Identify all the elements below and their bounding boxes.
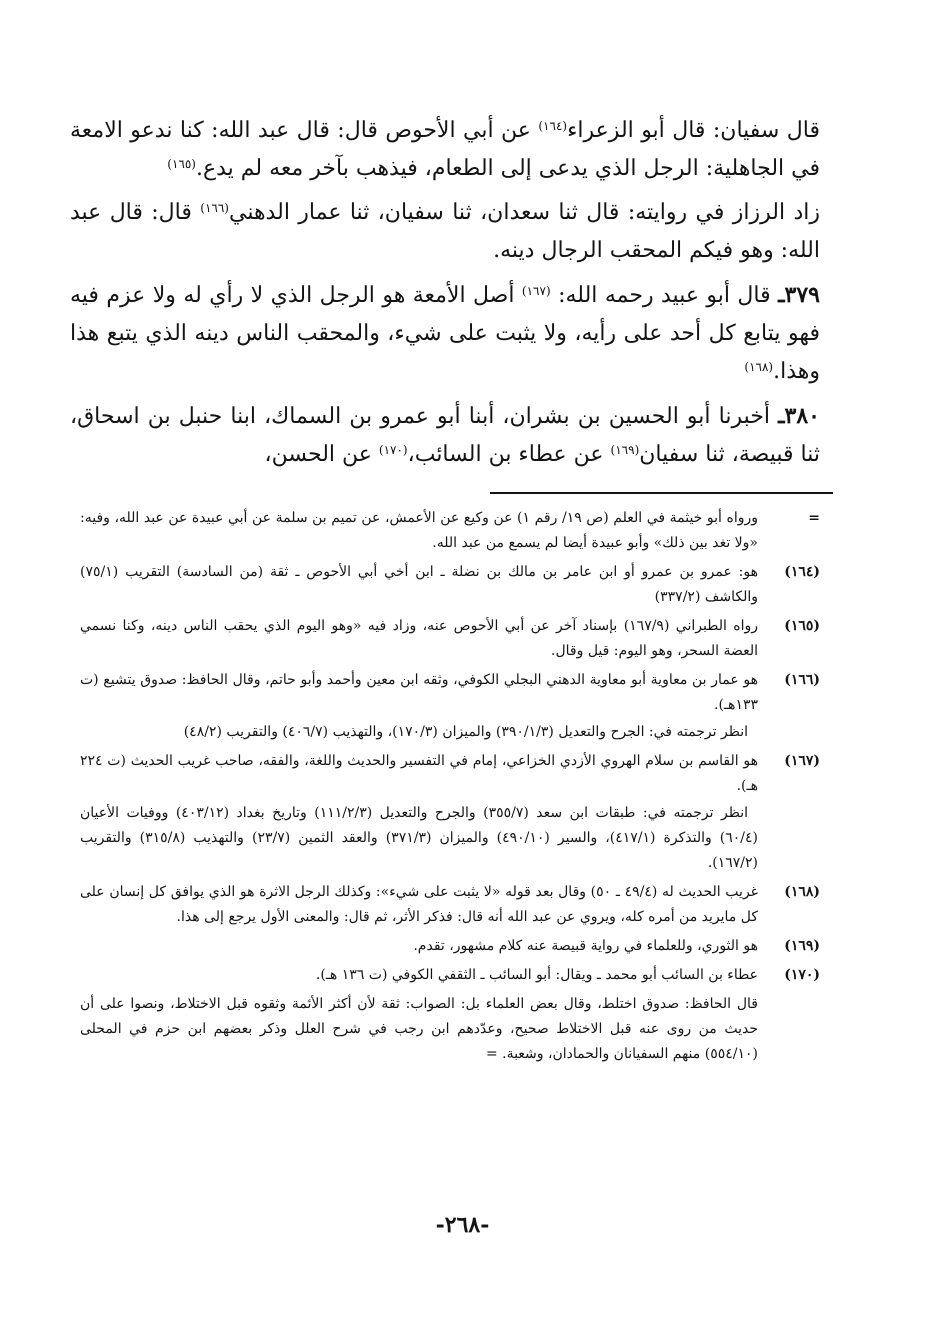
footnotes (80, 506, 820, 1071)
main-text (70, 112, 820, 474)
footnote-text: هو القاسم بن سلام الهروي الأزدي الخزاعي، إمام في التفسير والحديث واللغة، والفقه، صاحب غريب الحديث (ت ٢٢٤ هـ). (80, 753, 758, 794)
footnote-ref: (١٧٠) (378, 443, 408, 457)
footnote-body (80, 506, 758, 556)
footnote-separator-rule (490, 492, 833, 494)
footnote-number: (١٦٩) (784, 938, 820, 954)
main-paragraph (70, 276, 820, 391)
footnote-number: (١٦٥) (784, 618, 820, 634)
footnote (80, 506, 820, 556)
footnote (80, 668, 820, 745)
footnote-ref: (١٦٤) (538, 119, 568, 133)
footnote-number: (١٦٧) (784, 753, 820, 769)
page-number: -٢٦٨- (435, 1212, 490, 1238)
text-run: قال: قال عبد الله: وهو فيكم المحقب الرجال دينه. (70, 200, 820, 263)
footnote (80, 560, 820, 610)
footnote (80, 963, 820, 988)
footnote-number: (١٦٤) (784, 564, 820, 580)
footnote-body (80, 992, 758, 1067)
text-run: قال أبو عبيد رحمه الله: (550, 283, 779, 308)
text-run: عن الحسن، (264, 442, 379, 467)
footnote-text: هو عمار بن معاوية أبو معاوية الدهني البجلي الكوفي، وثقه ابن معين وأحمد وأبو حاتم، وقال الحافظ: صدوق يتشيع (ت ١٣٣هـ). (80, 672, 758, 713)
footnote-body (80, 668, 758, 745)
footnote-text: رواه الطبراني (١٦٧/٩) بإسناد آخر عن أبي الأحوص عنه، وزاد فيه «وهو اليوم الذي يحقب الناس دينه، وكنا نسمي العضة السحر، وهو اليوم: قيل وقال. (80, 618, 758, 659)
footnote-text: غريب الحديث له (٤٩/٤ ـ ٥٠) وقال بعد قوله «لا يثبت على شيء»: وكذلك الرجل الاثرة هو الذي يوافق كل إنسان على كل مايريد من أمره كله، ويروي عن عبد الله أنه قال: فذكر الأثر، ثم قال: والمعنى الأول يرجع إلى هذا. (80, 884, 758, 925)
footnote-text: انظر ترجمته في: الجرح والتعديل (٣٩٠/١/٣) والميزان (١٧٠/٣)، والتهذيب (٤٠٦/٧) والتقريب (٤٨/٢) (183, 724, 748, 740)
footnote-text: هو: عمرو بن عمرو أو ابن عامر بن مالك بن نضلة ـ ابن أخي أبي الأحوص ـ ثقة (من السادسة) التقريب (٧٥/١) والكاشف (٣٣٧/٢) (80, 564, 758, 605)
text-run: أصل الأمعة هو الرجل الذي لا رأي له ولا عزم فيه فهو يتابع كل أحد على رأيه، ولا يثبت على شيء، والمحقب الناس دينه الذي يتبع هذا وهذا. (70, 283, 820, 384)
footnote-ref: (١٦٨) (744, 360, 774, 374)
main-paragraph (70, 397, 820, 474)
footnote-number: (١٦٨) (784, 884, 820, 900)
footnote-text: انظر ترجمته في: طبقات ابن سعد (٣٥٥/٧) والجرح والتعديل (١١١/٢/٣) وتاريخ بغداد (٤٠٣/١٢) ووفيات الأعيان (٦٠/٤) والتذكرة (٤١٧/١)، والسير (٤٩٠/١٠) والميزان (٣٧١/٣) والعقد الثمين (٢٣/٧) والتهذيب (٣١٥/٨) والتقريب (١٦٧/٢). (80, 805, 758, 871)
footnote-body (80, 880, 758, 930)
footnote-body (80, 749, 758, 876)
footnote (80, 614, 820, 664)
footnote (80, 880, 820, 930)
text-run: قال سفيان: قال أبو الزعراء (567, 118, 820, 143)
footnote-body (80, 560, 758, 610)
text-run: زاد الرزاز في روايته: قال ثنا سعدان، ثنا سفيان، ثنا عمار الدهني (228, 200, 820, 225)
footnote-body (80, 963, 758, 988)
footnote-number: (١٦٦) (784, 672, 820, 688)
footnote-body (80, 614, 758, 664)
footnote-text: عطاء بن السائب أبو محمد ـ ويقال: أبو السائب ـ الثقفي الكوفي (ت ١٣٦ هـ). (315, 967, 758, 983)
footnote-text: قال الحافظ: صدوق اختلط، وقال بعض العلماء بل: الصواب: ثقة لأن أكثر الأئمة وثقوه قبل الاختلاط، ونصوا على أن حديث من روى عنه قبل الاختلاط صحيح، وعدّدهم ابن رجب في شرح العلل وذكر بعضهم ابن حزم في المحلى (٥٥٤/١٠) منهم السفيانان والحمادان، وشعبة. = (80, 996, 758, 1062)
text-run: عن عطاء بن السائب، (407, 442, 611, 467)
text-run: أخبرنا أبو الحسين بن بشران، أبنا أبو عمرو بن السماك، ابنا حنبل بن اسحاق، ثنا قبيصة، ثنا سفيان (70, 404, 820, 467)
footnote (80, 992, 820, 1067)
footnote-number: (١٧٠) (784, 967, 820, 983)
item-number: ٣٧٩ـ (778, 282, 820, 308)
footnote-ref: (١٦٧) (521, 284, 551, 298)
item-number: ٣٨٠ـ (778, 403, 820, 429)
footnote-body (80, 934, 758, 959)
main-paragraph (70, 194, 820, 270)
footnote-ref: (١٦٥) (167, 157, 196, 171)
footnote-text: ورواه أبو خيثمة في العلم (ص ١٩/ رقم ١) عن وكيع عن الأعمش، عن تميم بن سلمة عن أبي عبيدة عن عبد الله، وفيه: «ولا تغد بين ذلك» وأبو عبيدة أيضا لم يسمع من عبد الله. (80, 510, 758, 551)
footnote (80, 934, 820, 959)
main-paragraph (70, 112, 820, 188)
footnote-text: هو الثوري، وللعلماء في رواية قبيصة عنه كلام مشهور، تقدم. (413, 938, 758, 954)
footnote (80, 749, 820, 876)
text-run: عن أبي الأحوص قال: قال عبد الله: كنا ندعو الامعة في الجاهلية: الرجل الذي يدعى إلى الطعام، فيذهب بآخر معه لم يدع. (70, 118, 820, 181)
footnote-ref: (١٦٩) (610, 443, 640, 457)
footnote-number: = (808, 510, 820, 526)
footnote-ref: (١٦٦) (200, 201, 229, 215)
